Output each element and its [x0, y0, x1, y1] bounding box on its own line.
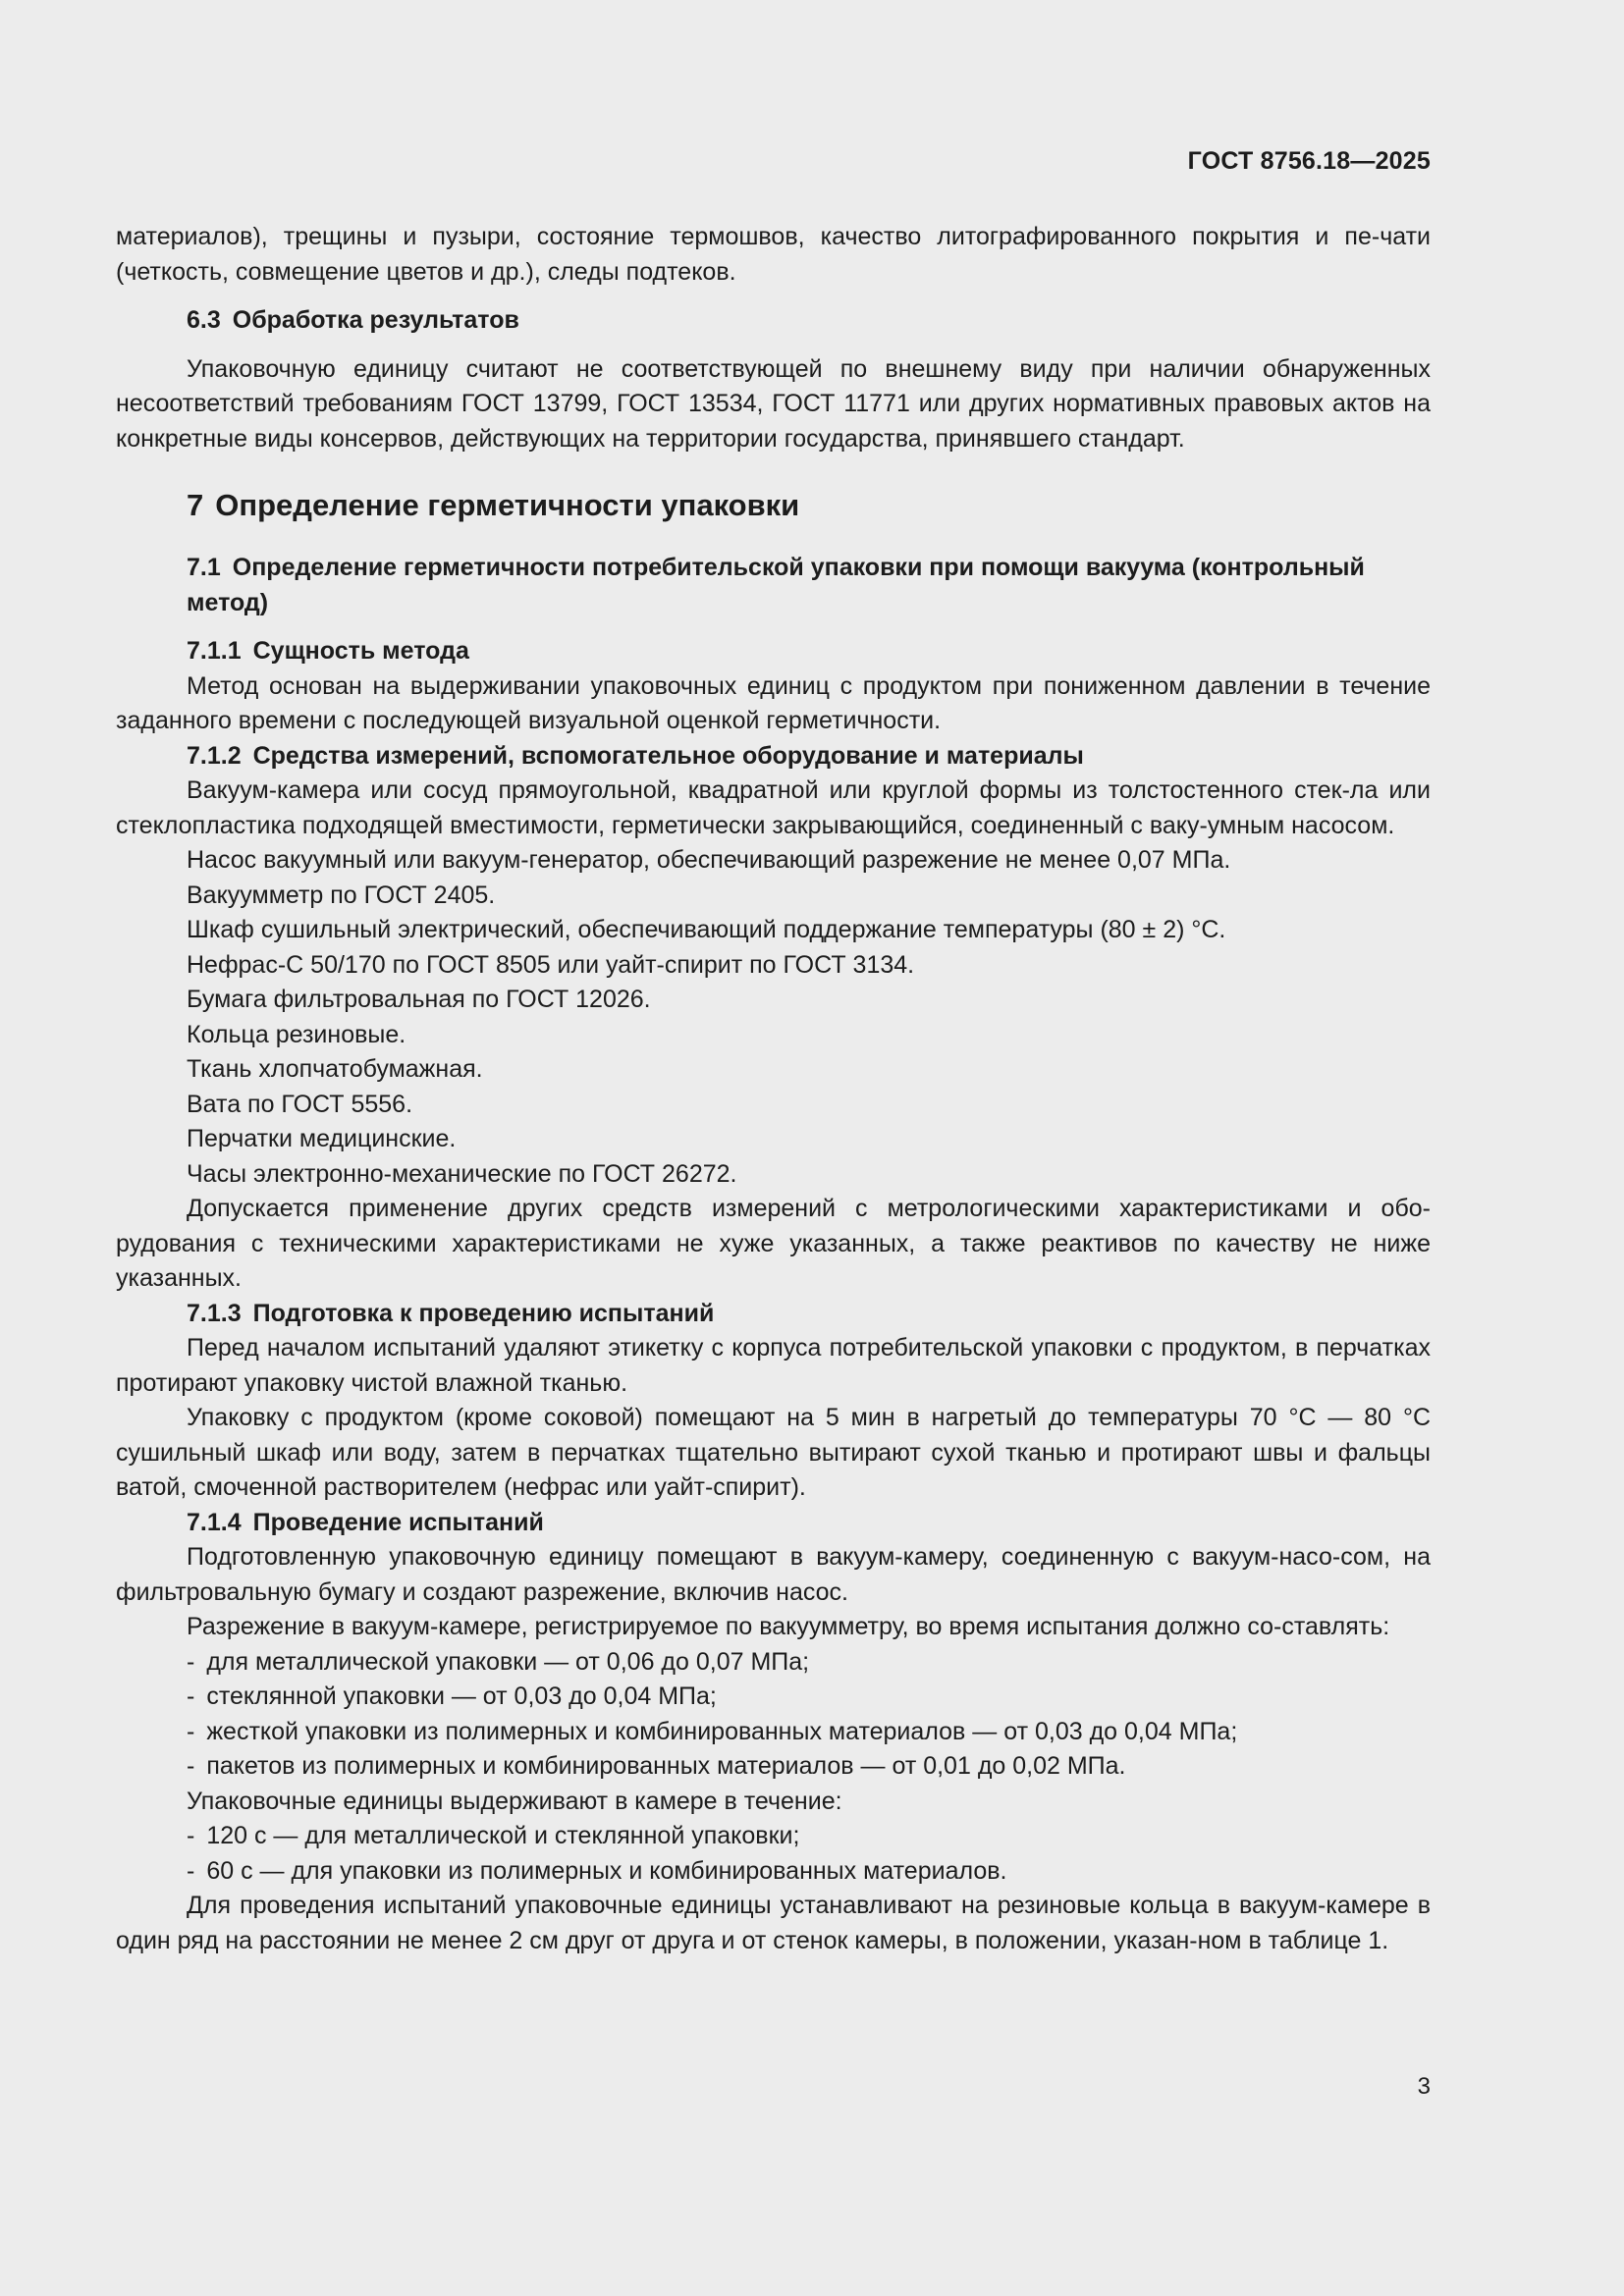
list-dash: -	[187, 1822, 195, 1849]
section-6-3-heading	[116, 303, 1431, 339]
equipment-item: Насос вакуумный или вакуум-генератор, обеспечивающий разрежение не менее 0,07 МПа.	[187, 846, 1231, 874]
equipment-item: Вата по ГОСТ 5556.	[187, 1090, 413, 1118]
list-dash: -	[187, 1856, 195, 1885]
procedure-paragraph: Для проведения испытаний упаковочные единицы устанавливают на резиновые кольца в вакуум-камере в один ряд на расстоянии не менее 2 см друг от друга и от стенок камеры, в положении, указан-ном в таблице 1.	[116, 1892, 1431, 1954]
procedure-paragraph: Разрежение в вакуум-камере, регистрируемое по вакуумметру, во время испытания должно со-ставлять:	[187, 1613, 1390, 1640]
list-dash: -	[187, 1647, 195, 1676]
document-code-header: ГОСТ 8756.18—2025	[1187, 147, 1431, 175]
section-7-1-1-text: Метод основан на выдерживании упаковочных единиц с продуктом при пониженном давлении в течение заданного времени с последующей визуальной оценкой герметичности.	[116, 671, 1431, 734]
equipment-item: Кольца резиновые.	[187, 1020, 406, 1048]
section-number: 7.1	[187, 554, 221, 581]
section-number: 7.1.3	[187, 1299, 242, 1327]
document-page	[116, 0, 1431, 2296]
section-number: 7.1.2	[187, 741, 242, 770]
preparation-paragraph: Упаковку с продуктом (кроме соковой) помещают на 5 мин в нагретый до температуры 70 °С — 80 °С сушильный шкаф или воду, затем в перчатках тщательно вытирают сухой тканью и протирают швы и фальцы ватой, смоченной растворителем (нефрас или уайт-спирит).	[116, 1404, 1431, 1501]
list-item	[116, 1749, 1431, 1785]
section-7-1-2-heading	[116, 739, 1431, 774]
section-title: Сущность метода	[252, 637, 469, 665]
equipment-item: Часы электронно-механические по ГОСТ 26272.	[187, 1159, 737, 1188]
section-number: 7	[187, 488, 204, 522]
continuation-paragraph: материалов), трещины и пузыри, состояние термошвов, качество литографированного покрытия и пе-чати (четкость, совмещение цветов и др.), следы подтеков.	[116, 223, 1431, 286]
list-dash: -	[187, 1717, 195, 1745]
list-item-text: жесткой упаковки из полимерных и комбинированных материалов — от 0,03 до 0,04 МПа;	[206, 1717, 1238, 1745]
section-title: Определение герметичности потребительской упаковки при помощи вакуума (контрольный метод)	[187, 554, 1365, 616]
equipment-item: Нефрас-С 50/170 по ГОСТ 8505 или уайт-спирит по ГОСТ 3134.	[187, 950, 915, 979]
procedure-paragraph: Подготовленную упаковочную единицу помещают в вакуум-камеру, соединенную с вакуум-насо-сом, на фильтровальную бумагу и создают разрежение, включив насос.	[116, 1543, 1431, 1606]
section-7-1-1-heading	[116, 634, 1431, 669]
section-number: 7.1.4	[187, 1508, 242, 1536]
section-number: 6.3	[187, 306, 221, 334]
section-title: Обработка результатов	[232, 306, 519, 334]
equipment-item: Перчатки медицинские.	[187, 1125, 457, 1152]
list-dash: -	[187, 1752, 195, 1780]
section-title: Проведение испытаний	[252, 1508, 544, 1536]
section-7-heading	[116, 486, 1431, 525]
equipment-item: Вакуумметр по ГОСТ 2405.	[187, 881, 496, 909]
document-body	[116, 220, 1431, 1958]
list-dash: -	[187, 1682, 195, 1710]
section-number: 7.1.1	[187, 637, 242, 665]
section-title: Определение герметичности упаковки	[215, 488, 800, 522]
section-6-3-text: Упаковочную единицу считают не соответствующей по внешнему виду при наличии обнаруженных несоответствий требованиям ГОСТ 13799, ГОСТ 13534, ГОСТ 11771 или других нормативных правовых актов на конкретные виды консервов, действующих на территории государства, принявшего стандарт.	[116, 354, 1431, 453]
equipment-note: Допускается применение других средств измерений с метрологическими характеристиками и обо-рудования с техническими характеристиками не хуже указанных, а также реактивов по качеству не ниже указанных.	[116, 1195, 1431, 1292]
procedure-paragraph: Упаковочные единицы выдерживают в камере в течение:	[187, 1787, 842, 1815]
list-item-text: для металлической упаковки — от 0,06 до 0,07 МПа;	[206, 1647, 810, 1676]
list-item	[116, 1715, 1431, 1750]
pressure-list	[116, 1645, 1431, 1785]
list-item	[116, 1645, 1431, 1681]
equipment-item: Вакуум-камера или сосуд прямоугольной, квадратной или круглой формы из толстостенного стек-ла или стеклопластика подходящей вместимости, герметически закрывающийся, соединенный с ваку-умным насосом.	[116, 776, 1431, 839]
section-7-1-heading	[116, 551, 1431, 620]
section-title: Средства измерений, вспомогательное оборудование и материалы	[252, 741, 1084, 770]
time-list	[116, 1819, 1431, 1889]
equipment-item: Бумага фильтровальная по ГОСТ 12026.	[187, 986, 651, 1013]
equipment-item: Шкаф сушильный электрический, обеспечивающий поддержание температуры (80 ± 2) °С.	[187, 916, 1226, 943]
list-item-text: стеклянной упаковки — от 0,03 до 0,04 МПа;	[206, 1682, 717, 1710]
list-item-text: 60 с — для упаковки из полимерных и комбинированных материалов.	[206, 1856, 1007, 1885]
page-number: 3	[1417, 2073, 1431, 2100]
list-item	[116, 1819, 1431, 1854]
list-item	[116, 1680, 1431, 1715]
preparation-paragraph: Перед началом испытаний удаляют этикетку с корпуса потребительской упаковки с продуктом, в перчатках протирают упаковку чистой влажной тканью.	[116, 1334, 1431, 1397]
list-item	[116, 1854, 1431, 1890]
equipment-item: Ткань хлопчатобумажная.	[187, 1055, 483, 1083]
section-7-1-3-heading	[116, 1297, 1431, 1332]
section-title: Подготовка к проведению испытаний	[252, 1299, 715, 1327]
list-item-text: 120 с — для металлической и стеклянной упаковки;	[206, 1822, 800, 1849]
section-7-1-4-heading	[116, 1506, 1431, 1541]
list-item-text: пакетов из полимерных и комбинированных материалов — от 0,01 до 0,02 МПа.	[206, 1752, 1126, 1780]
